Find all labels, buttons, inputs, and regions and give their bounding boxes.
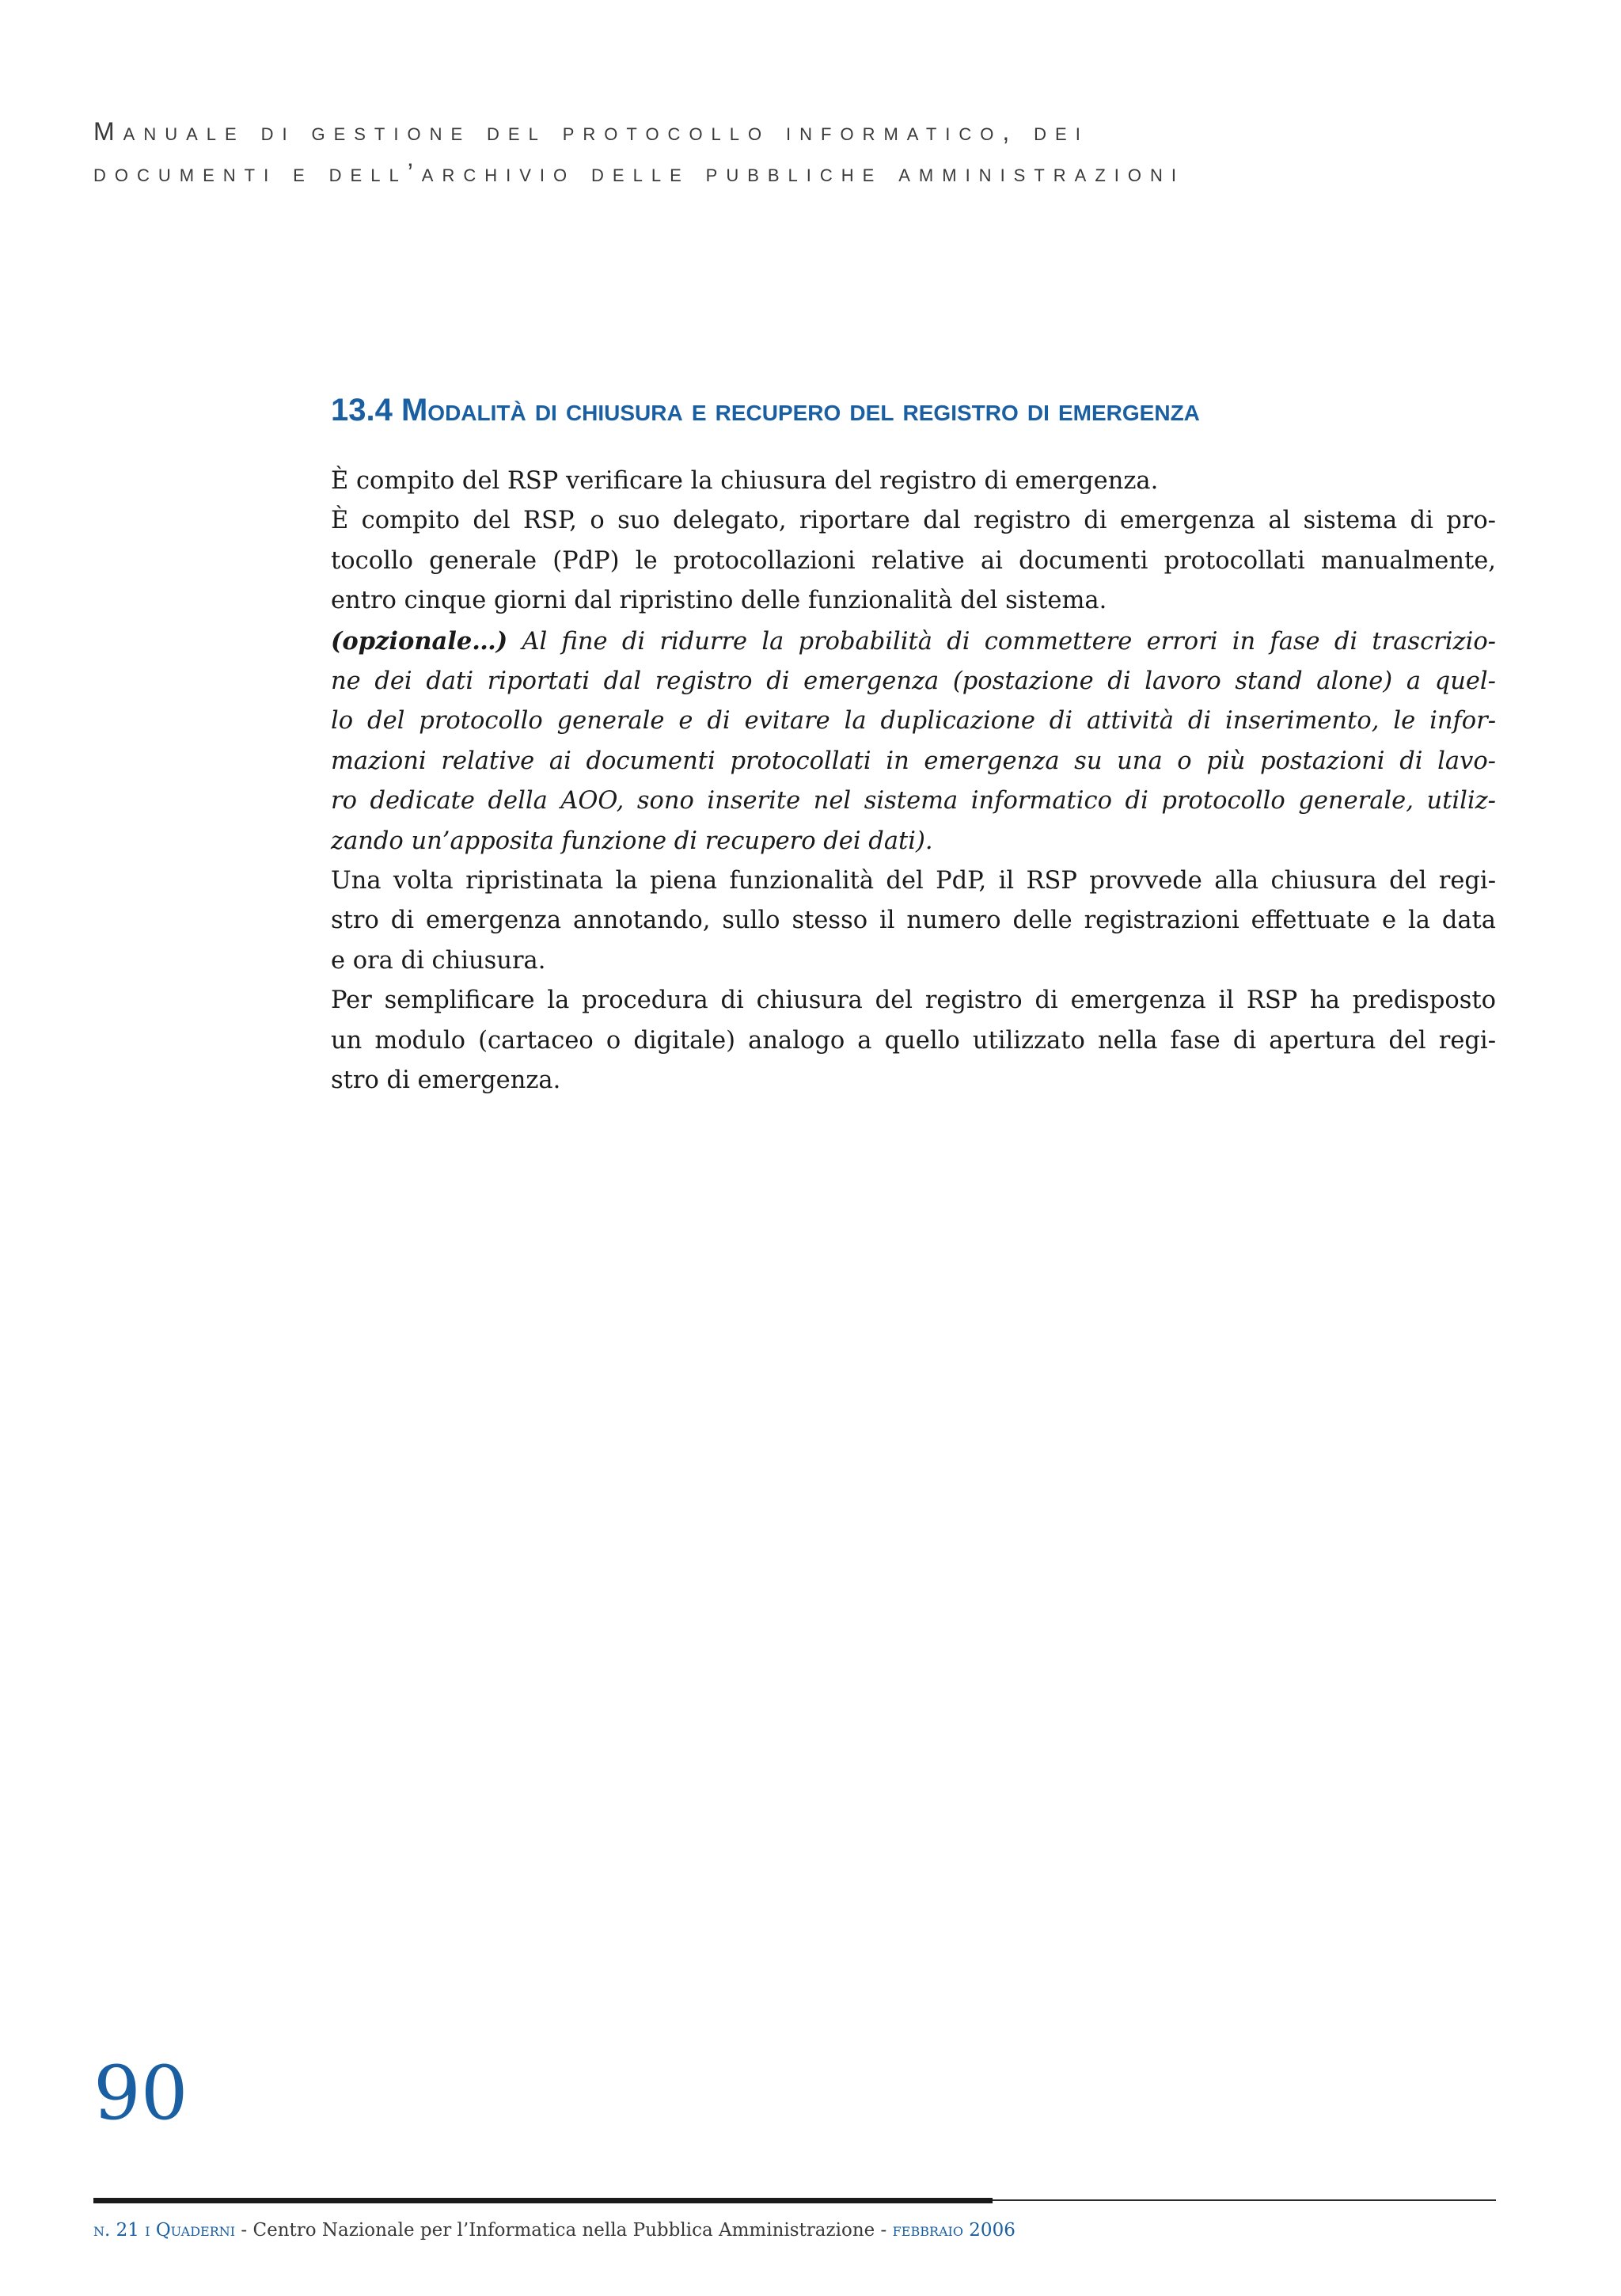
body-text (331, 462, 1496, 1101)
footer-date: febbraio 2006 (892, 2220, 1015, 2241)
paragraph-1: È compito del RSP verificare la chiusura del registro di emergenza. (331, 467, 1159, 495)
running-header (93, 111, 1534, 193)
optional-label: (opzionale…) (331, 626, 508, 656)
paragraph-3-line-1-text: Al fine di ridurre la probabilità di commettere errori in fase di trascrizio- (507, 627, 1496, 656)
paragraph-2-line-2: tocollo generale (PdP) le protocollazioni relative ai documenti protocollati manualmente, (331, 546, 1496, 575)
footer-separator: - (235, 2220, 253, 2241)
footer (93, 2217, 1015, 2244)
footer-issue: n. 21 i Quaderni (93, 2220, 236, 2241)
paragraph-3-line-5: ro dedicate della AOO, sono inserite nel sistema informatico di protocollo generale, utiliz- (331, 787, 1496, 815)
paragraph-3-line-6: zando un’apposita funzione di recupero dei dati). (331, 827, 933, 855)
paragraph-2-line-1: È compito del RSP, o suo delegato, riportare dal registro di emergenza al sistema di pro- (331, 507, 1496, 535)
running-header-line-2: documenti e dell’archivio delle pubbliche amministrazioni (93, 158, 1186, 187)
section-heading: 13.4 Modalità di chiusura e recupero del registro di emergenza (331, 393, 1200, 428)
footer-separator: - (875, 2220, 893, 2241)
footer-organization: Centro Nazionale per l’Informatica nella Pubblica Amministrazione (252, 2220, 875, 2241)
paragraph-5-line-1: Per semplificare la procedura di chiusura del registro di emergenza il RSP ha predisposto (331, 986, 1496, 1015)
paragraph-3-line-1 (331, 622, 1496, 662)
running-header-line-1: Manuale di gestione del protocollo informatico, dei (93, 117, 1089, 146)
page-number: 90 (93, 2051, 188, 2137)
paragraph-5-line-3: stro di emergenza. (331, 1066, 561, 1095)
paragraph-3-line-4: mazioni relative ai documenti protocollati in emergenza su una o più postazioni di lavo- (331, 747, 1496, 775)
paragraph-3-line-2: ne dei dati riportati dal registro di emergenza (postazione di lavoro stand alone) a quel- (331, 667, 1496, 696)
paragraph-3-line-3: lo del protocollo generale e di evitare la duplicazione di attività di inserimento, le infor- (331, 707, 1496, 736)
paragraph-2-line-3: entro cinque giorni dal ripristino delle funzionalità del sistema. (331, 587, 1107, 615)
footer-rule-accent (93, 2198, 993, 2203)
paragraph-4-line-1: Una volta ripristinata la piena funzionalità del PdP, il RSP provvede alla chiusura del regi- (331, 867, 1496, 895)
paragraph-5-line-2: un modulo (cartaceo o digitale) analogo a quello utilizzato nella fase di apertura del regi- (331, 1026, 1496, 1055)
paragraph-4-line-2: stro di emergenza annotando, sullo stesso il numero delle registrazioni effettuate e la data (331, 907, 1496, 935)
paragraph-4-line-3: e ora di chiusura. (331, 946, 546, 975)
